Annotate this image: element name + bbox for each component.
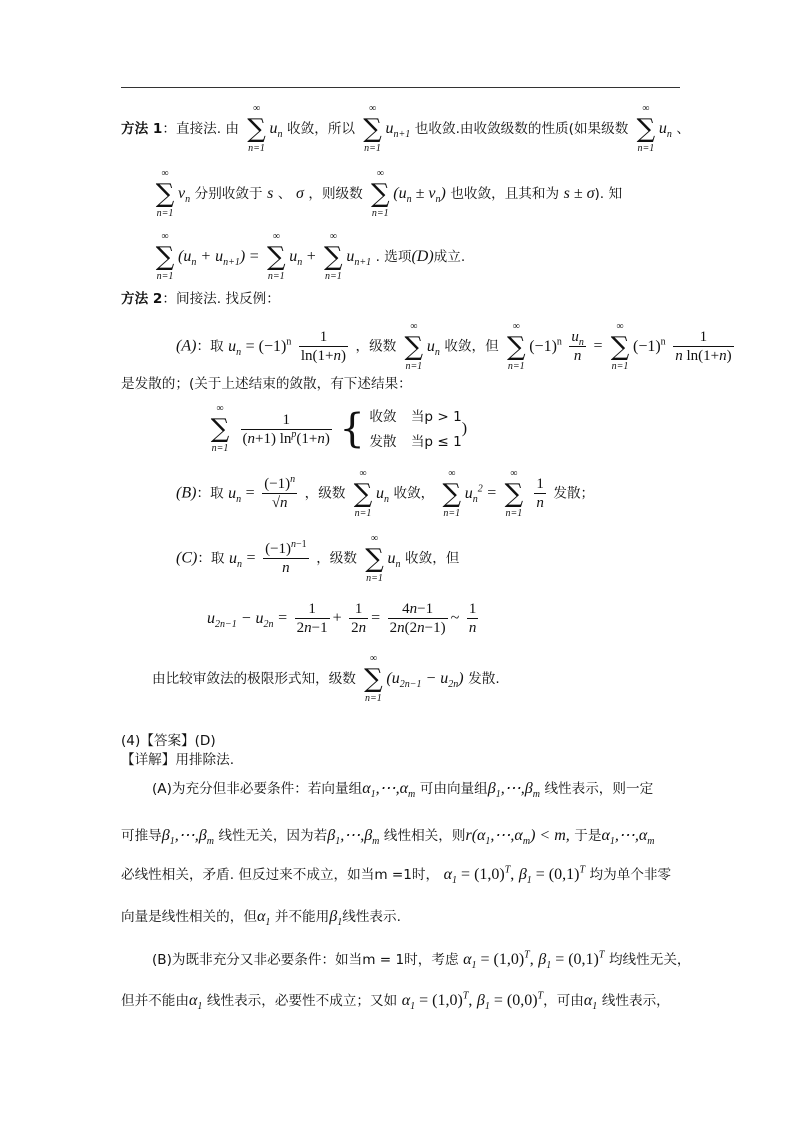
sum-symbol: ∞ ∑ n=1: [210, 403, 230, 454]
sum-symbol: ∞ ∑ n=1: [324, 231, 343, 282]
sum-symbol: ∞ ∑ n=1: [266, 231, 286, 282]
text: ，级数: [355, 338, 397, 355]
text: 可由向量组: [419, 781, 488, 797]
text: 收敛，所以: [287, 121, 356, 137]
text: ：取: [196, 485, 224, 502]
text: 并不能用: [274, 909, 330, 925]
fraction: $\frac{1}{n}$: [536, 476, 544, 511]
text: 是发散的；(关于上述结束的敛散，有下述结果：: [121, 376, 412, 392]
text: ，级数: [304, 485, 346, 502]
text: ：取: [196, 338, 224, 355]
fraction: $\frac{1}{2n-1}$: [296, 601, 328, 636]
sum-symbol: ∞ ∑ n=1: [442, 467, 462, 519]
detail-head: [121, 750, 234, 770]
text: 、: [676, 121, 690, 137]
fraction: $\frac{(-1)^{n-1}}{n}$: [265, 539, 307, 576]
text: 也收敛，且其和为: [450, 186, 560, 202]
fraction: $\frac{1}{(n+1) \ln^p(1+n)}$: [242, 411, 330, 447]
text: (B)为既非充分又非必要条件：如当m = 1时，考虑: [152, 952, 459, 968]
text: 当p ≤ 1: [410, 434, 462, 450]
sum-symbol: ∞ ∑ n=1: [610, 320, 630, 372]
text: 、: [277, 186, 292, 202]
text: 也收敛.由收敛级数的性质(如果级数: [414, 121, 629, 137]
header-rule: [121, 87, 680, 88]
text: 收敛: [369, 409, 397, 425]
sum-symbol: ∞ ∑ n=1: [155, 168, 175, 219]
text: 均为单个非零: [589, 867, 672, 883]
text: ：直接法. 由: [162, 121, 240, 137]
text: 于是: [574, 828, 602, 844]
text: 但并不能由: [121, 993, 189, 1009]
sum-symbol: ∞ ∑ n=1: [155, 231, 175, 282]
case-B: (B)：取 $u_n$ = $\frac{(-1)^n}{√n}$ ，级数 ∞ ∑ n=1 $u_n$ 收敛， ∞ ∑ n=1 $u_n^2$ = ∞ ∑ n=1 $\frac{1}{n}$ 发散；: [176, 467, 595, 519]
text: 【详解】用排除法.: [121, 752, 235, 768]
method2-line1: [121, 289, 280, 309]
text: ). 知: [594, 186, 623, 202]
method2-label: 方法 2: [121, 291, 163, 307]
text: (4)【答案】(D): [121, 733, 216, 749]
option-A-line1: (A)为充分但非必要条件：若向量组$\alpha_1,\cdots,\alpha_m$ 可由向量组$\beta_1,\cdots,\beta_m$ 线性表示，则一定: [152, 780, 654, 801]
method1-line1: 方法 1：直接法. 由 ∞ ∑ n=1 $u_n$ 收敛，所以 ∞ ∑ n=1 $u_{n+1}$ 也收敛.由收敛级数的性质(如果级数 ∞ ∑ n=1 $u_n$ 、: [121, 103, 690, 154]
option-A-line3: 必线性相关，矛盾. 但反过来不成立，如当m =1时， $\alpha_1 = (1,0)^T$, $\beta_1 = (0,1)^T$ 均为单个非零: [121, 864, 672, 887]
text: 均线性无关，: [608, 952, 691, 968]
sum-symbol: ∞ ∑ n=1: [363, 103, 382, 154]
case-A-cont: [121, 374, 412, 394]
case-C-formula: $u_{2n-1} - u_{2n}$ = $\frac{1}{2n-1}$ + $\frac{1}{2n}$ = $\frac{4n-1}{2n(2n-1)}$ ~ $\frac{1}{n}$: [207, 601, 477, 636]
cases: [369, 404, 461, 454]
text: (A)为充分但非必要条件：若向量组: [152, 781, 363, 797]
text: ：取: [197, 550, 225, 567]
text: 收敛，但: [405, 550, 460, 567]
text: 线性表示，: [601, 993, 670, 1009]
text: 发散.: [468, 671, 500, 687]
text: 发散: [369, 434, 397, 450]
fraction: $\frac{(-1)^n}{√n}$: [264, 474, 296, 511]
fraction: $\frac{1}{2n}$: [351, 601, 367, 636]
sum-symbol: ∞ ∑ n=1: [504, 467, 524, 519]
p-series-result: ∞ ∑ n=1 $\frac{1}{(n+1) \ln^p(1+n)}$ { 收敛 当p > 1 发散 当p ≤ 1): [210, 403, 468, 454]
fraction: $\frac{4n-1}{2n(2n-1)}$: [389, 601, 446, 636]
case-C-conclusion: 由比较审敛法的极限形式知，级数 ∞ ∑ n=1 $(u_{2n-1} - u_{2n})$ 发散.: [152, 653, 500, 704]
text: ，则级数: [308, 186, 363, 202]
fraction: $\frac{u_n}{n}$: [571, 329, 584, 364]
fraction: $\frac{1}{\ln(1+n)}$: [300, 329, 346, 364]
fraction: $\frac{1}{\text{n ln(1+n)}}$: [675, 329, 732, 364]
text: 分别收敛于: [194, 186, 263, 202]
option-B-line2: 但并不能由$\alpha_1$ 线性表示，必要性不成立；又如 $\alpha_1 = (1,0)^T$, $\beta_1 = (0,0)^T$，可由$\alpha_1$ 线性表示，: [121, 990, 670, 1013]
case-C: (C)：取 $u_n$ = $\frac{(-1)^{n-1}}{n}$ ，级数 ∞ ∑ n=1 $u_n$ 收敛，但: [176, 532, 460, 584]
text: 收敛，但: [444, 338, 499, 355]
sum-symbol: ∞ ∑ n=1: [404, 320, 424, 372]
text: 向量是线性相关的，但: [121, 909, 257, 925]
text: 收敛，: [393, 485, 435, 502]
text: 线性表示，必要性不成立；又如: [206, 993, 398, 1009]
option-A-line4: 向量是线性相关的，但$\alpha_1$ 并不能用$\beta_1$线性表示.: [121, 908, 401, 929]
text: 由比较审敛法的极限形式知，级数: [152, 671, 356, 687]
text: ，可由: [543, 993, 584, 1009]
text: 必线性相关，矛盾. 但反过来不成立，如当m =1时，: [121, 867, 440, 883]
sum-symbol: ∞ ∑ n=1: [636, 103, 656, 154]
sum-symbol: ∞ ∑ n=1: [364, 653, 383, 704]
option-B-line1: (B)为既非充分又非必要条件：如当m = 1时，考虑 $\alpha_1 = (1,0)^T$, $\beta_1 = (0,1)^T$ 均线性无关，: [152, 949, 691, 972]
case-A: (A)：取 $u_n = (-1)^n$ $\frac{1}{\ln(1+n)}$ ，级数 ∞ ∑ n=1 $u_n$ 收敛，但 ∞ ∑ n=1 $(-1)^n$ $\frac{u_n}{n}$ = ∞ ∑ n=1 $(-1)^n$ $\frac{1}{\text{n ln(1+n)}}$: [176, 320, 732, 372]
method1-label: 方法 1: [121, 121, 163, 137]
text: 可推导: [121, 828, 162, 844]
brace: {: [339, 406, 365, 452]
sum-symbol: ∞ ∑ n=1: [247, 103, 266, 154]
sum-symbol: ∞ ∑ n=1: [370, 168, 390, 219]
text: 线性相关，则: [383, 828, 466, 844]
text: . 选项: [375, 249, 412, 265]
text: 线性无关，因为若: [218, 828, 328, 844]
text: ，级数: [316, 550, 357, 567]
text: 线性表示.: [342, 909, 401, 925]
text: 当p > 1: [410, 409, 462, 425]
sum-symbol: ∞ ∑ n=1: [365, 532, 384, 584]
method1-line3: ∞ ∑ n=1 $(u_n + u_{n+1})$ = ∞ ∑ n=1 $u_n$ + ∞ ∑ n=1 $u_{n+1}$ . 选项(D)成立.: [155, 231, 466, 282]
option-A-line2: 可推导$\beta_1,\cdots,\beta_m$ 线性无关，因为若$\beta_1,\cdots,\beta_m$ 线性相关，则$r(\alpha_1,\cdots,\alpha_m) < m$, 于是$\alpha_1,\cdots,\alpha_m$: [121, 827, 655, 848]
fraction: $\frac{1}{n}$: [468, 601, 477, 636]
text: 成立.: [433, 249, 466, 265]
text: 发散；: [553, 485, 595, 502]
text: ：间接法. 找反例：: [162, 291, 280, 307]
answer-head: [121, 731, 216, 751]
sum-symbol: ∞ ∑ n=1: [353, 467, 373, 519]
text: 线性表示，则一定: [544, 781, 654, 797]
method1-line2: ∞ ∑ n=1 $v_n$ 分别收敛于 s 、 σ ，则级数 ∞ ∑ n=1 $(u_n \pm v_n)$ 也收敛，且其和为 s ± σ). 知: [155, 168, 623, 219]
sum-symbol: ∞ ∑ n=1: [506, 320, 526, 372]
